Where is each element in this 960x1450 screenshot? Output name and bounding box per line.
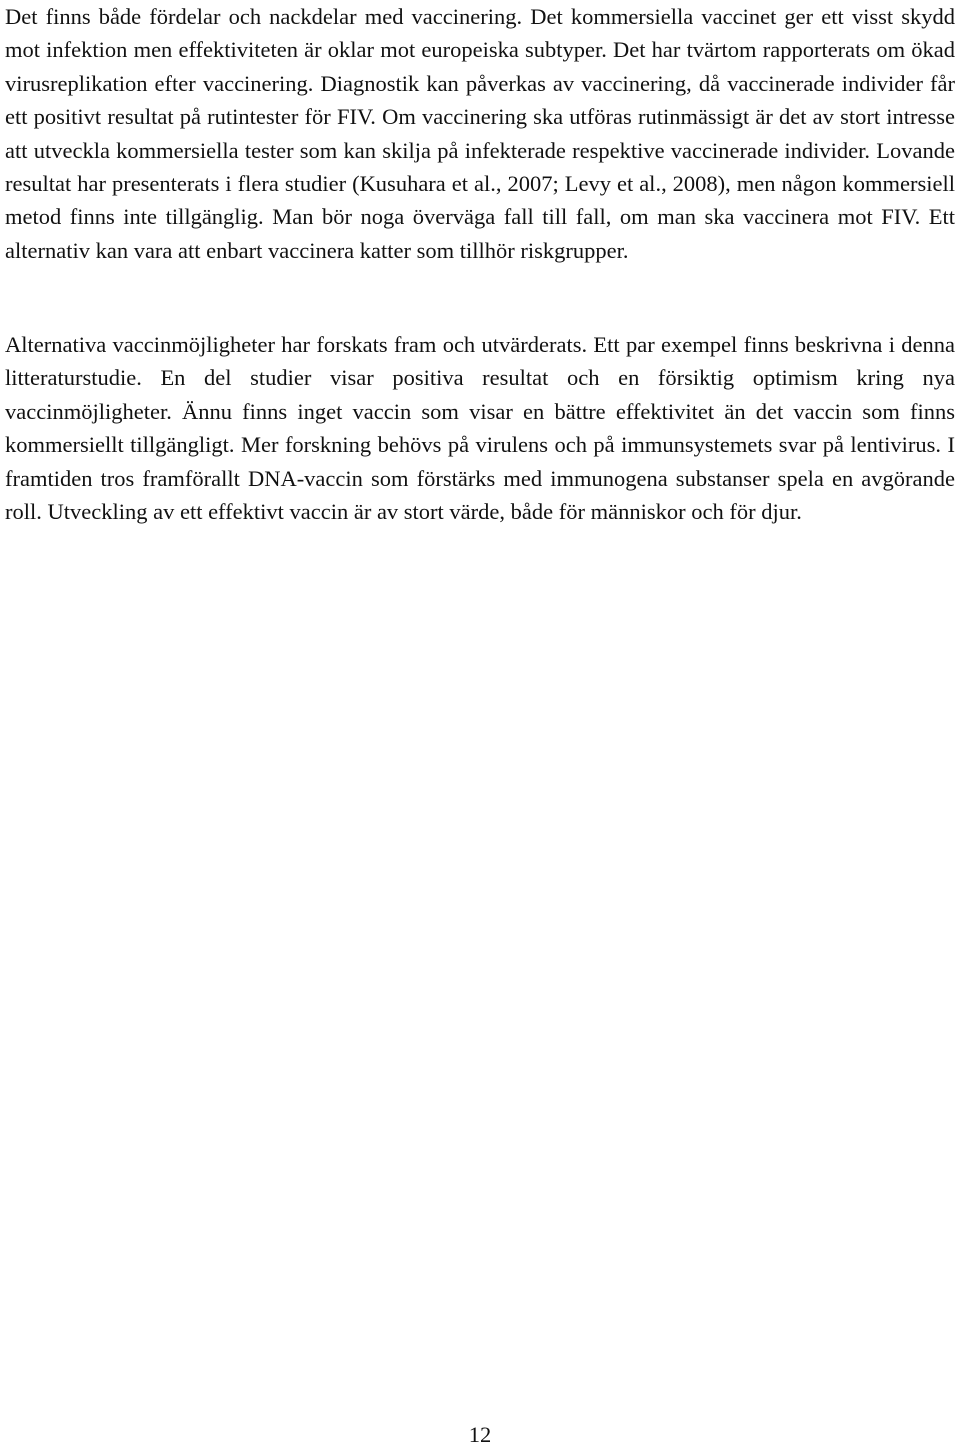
- body-paragraph-1: Det finns både fördelar och nackdelar med vaccinering. Det kommersiella vaccinet ger ett visst skydd mot infektion men effektiviteten är oklar mot europeiska subtyper. Det har tvärtom rapporterats om ökad virusreplikation efter vaccinering. Diagnostik kan påverkas av vaccinering, då vaccinerade individer får ett positivt resultat på rutintester för FIV. Om vaccinering ska utföras rutinmässigt är det av stort intresse att utveckla kommersiella tester som kan skilja på infekterade respektive vaccinerade individer. Lovande resultat har presenterats i flera studier (Kusuhara et al., 2007; Levy et al., 2008), men någon kommersiell metod finns inte tillgänglig. Man bör noga överväga fall till fall, om man ska vaccinera mot FIV. Ett alternativ kan vara att enbart vaccinera katter som tillhör riskgrupper.: [5, 4, 955, 263]
- page-number: 12: [468, 1422, 492, 1447]
- body-paragraph-2: Alternativa vaccinmöjligheter har forskats fram och utvärderats. Ett par exempel finns beskrivna i denna litteraturstudie. En del studier visar positiva resultat och en försiktig optimism kring nya vaccinmöjligheter. Ännu finns inget vaccin som visar en bättre effektivitet än det vaccin som finns kommersiellt tillgängligt. Mer forskning behövs på virulens och på immunsystemets svar på lentivirus. I framtiden tros framförallt DNA-vaccin som förstärks med immunogena substanser spela en avgörande roll. Utveckling av ett effektivt vaccin är av stort värde, både för människor och för djur.: [5, 332, 955, 525]
